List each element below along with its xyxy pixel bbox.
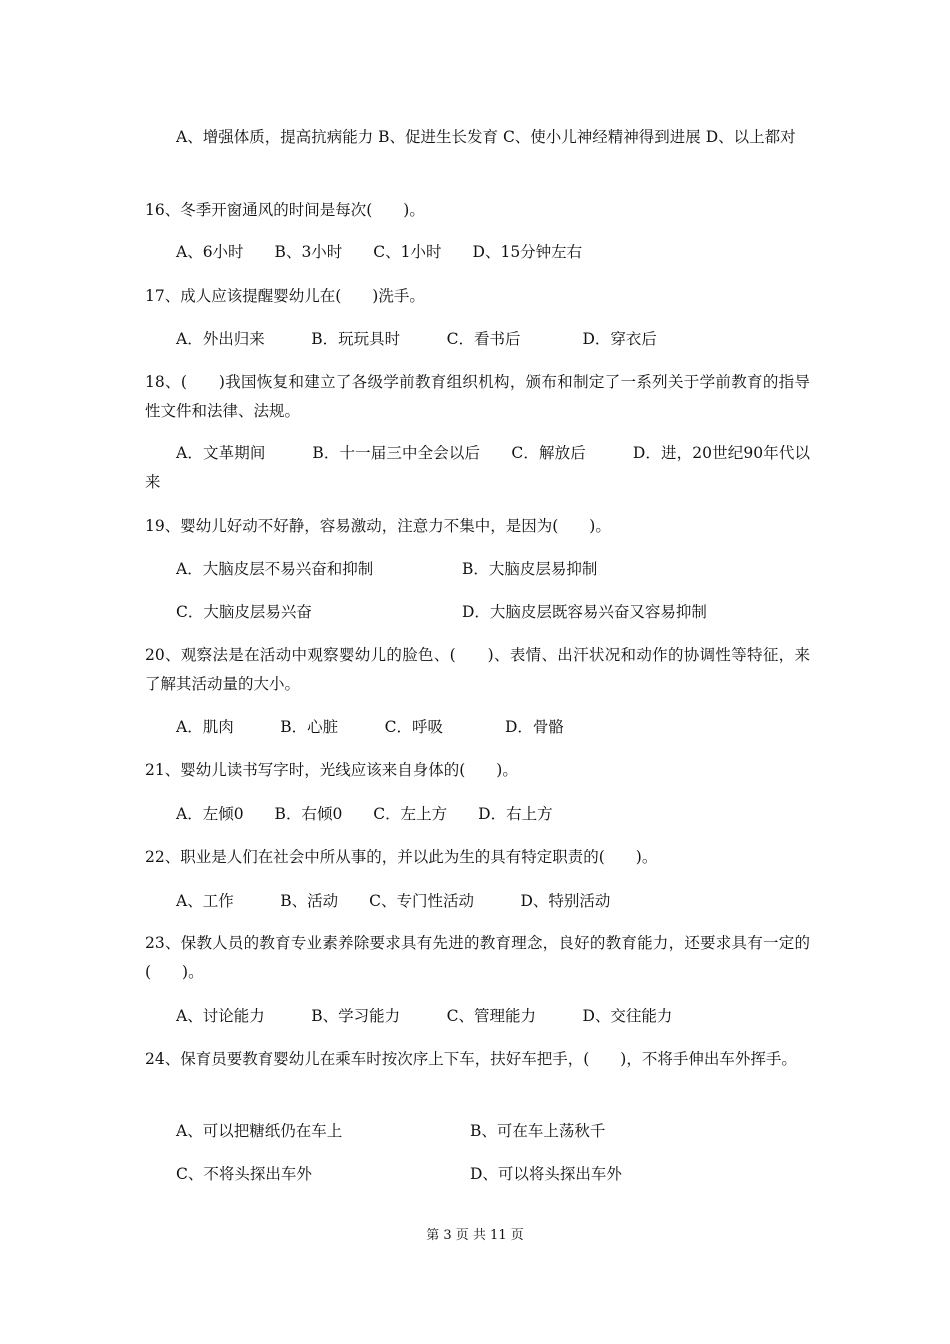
q19-option-d: D．大脑皮层既容易兴奋又容易抑制 <box>462 603 707 621</box>
q24-option-d: D、可以将头探出车外 <box>470 1165 622 1183</box>
page-footer: 第 3 页 共 11 页 <box>426 1228 524 1243</box>
q21-options: A．左倾0 B．右倾0 C．左上方 D．右上方 <box>176 805 553 823</box>
q17-options: A．外出归来 B．玩玩具时 C．看书后 D．穿衣后 <box>176 330 657 348</box>
q19-option-c: C．大脑皮层易兴奋 <box>176 603 312 621</box>
q22-options: A、工作 B、活动 C、专门性活动 D、特别活动 <box>176 892 611 910</box>
q24-option-b: B、可在车上荡秋千 <box>470 1122 606 1140</box>
question-20: 20、观察法是在活动中观察婴幼儿的脸色、( )、表情、出汗状况和动作的协调性等特征，来了解其活动量的大小。 <box>145 646 810 693</box>
q23-options: A、讨论能力 B、学习能力 C、管理能力 D、交往能力 <box>176 1007 673 1025</box>
question-16: 16、冬季开窗通风的时间是每次( )。 <box>145 201 425 219</box>
question-17: 17、成人应该提醒婴幼儿在( )洗手。 <box>145 287 425 305</box>
q19-option-a: A．大脑皮层不易兴奋和抑制 <box>176 560 374 578</box>
q19-option-b: B．大脑皮层易抑制 <box>462 560 598 578</box>
q20-options: A．肌肉 B．心脏 C．呼吸 D．骨骼 <box>176 718 564 736</box>
question-23: 23、保教人员的教育专业素养除要求具有先进的教育理念，良好的教育能力，还要求具有一定的( )。 <box>145 934 810 981</box>
q24-option-a: A、可以把糖纸仍在车上 <box>176 1122 343 1140</box>
question-19: 19、婴幼儿好动不好静，容易激动，注意力不集中，是因为( )。 <box>145 517 611 535</box>
q24-option-c: C、不将头探出车外 <box>176 1165 312 1183</box>
q16-options: A、6小时 B、3小时 C、1小时 D、15分钟左右 <box>176 243 583 261</box>
q15-options: A、增强体质，提高抗病能力 B、促进生长发育 C、使小儿神经精神得到进展 D、以上都对 <box>176 128 796 146</box>
question-21: 21、婴幼儿读书写字时，光线应该来自身体的( )。 <box>145 761 518 779</box>
question-18: 18、( )我国恢复和建立了各级学前教育组织机构，颁布和制定了一系列关于学前教育的指导性文件和法律、法规。 <box>145 373 810 420</box>
question-22: 22、职业是人们在社会中所从事的，并以此为生的具有特定职责的( )。 <box>145 848 658 866</box>
q18-options: A．文革期间 B．十一届三中全会以后 C．解放后 D．进，20世纪90年代以来 <box>145 444 810 491</box>
question-24: 24、保育员要教育婴幼儿在乘车时按次序上下车，扶好车把手，( )，不将手伸出车外挥手。 <box>145 1050 797 1068</box>
